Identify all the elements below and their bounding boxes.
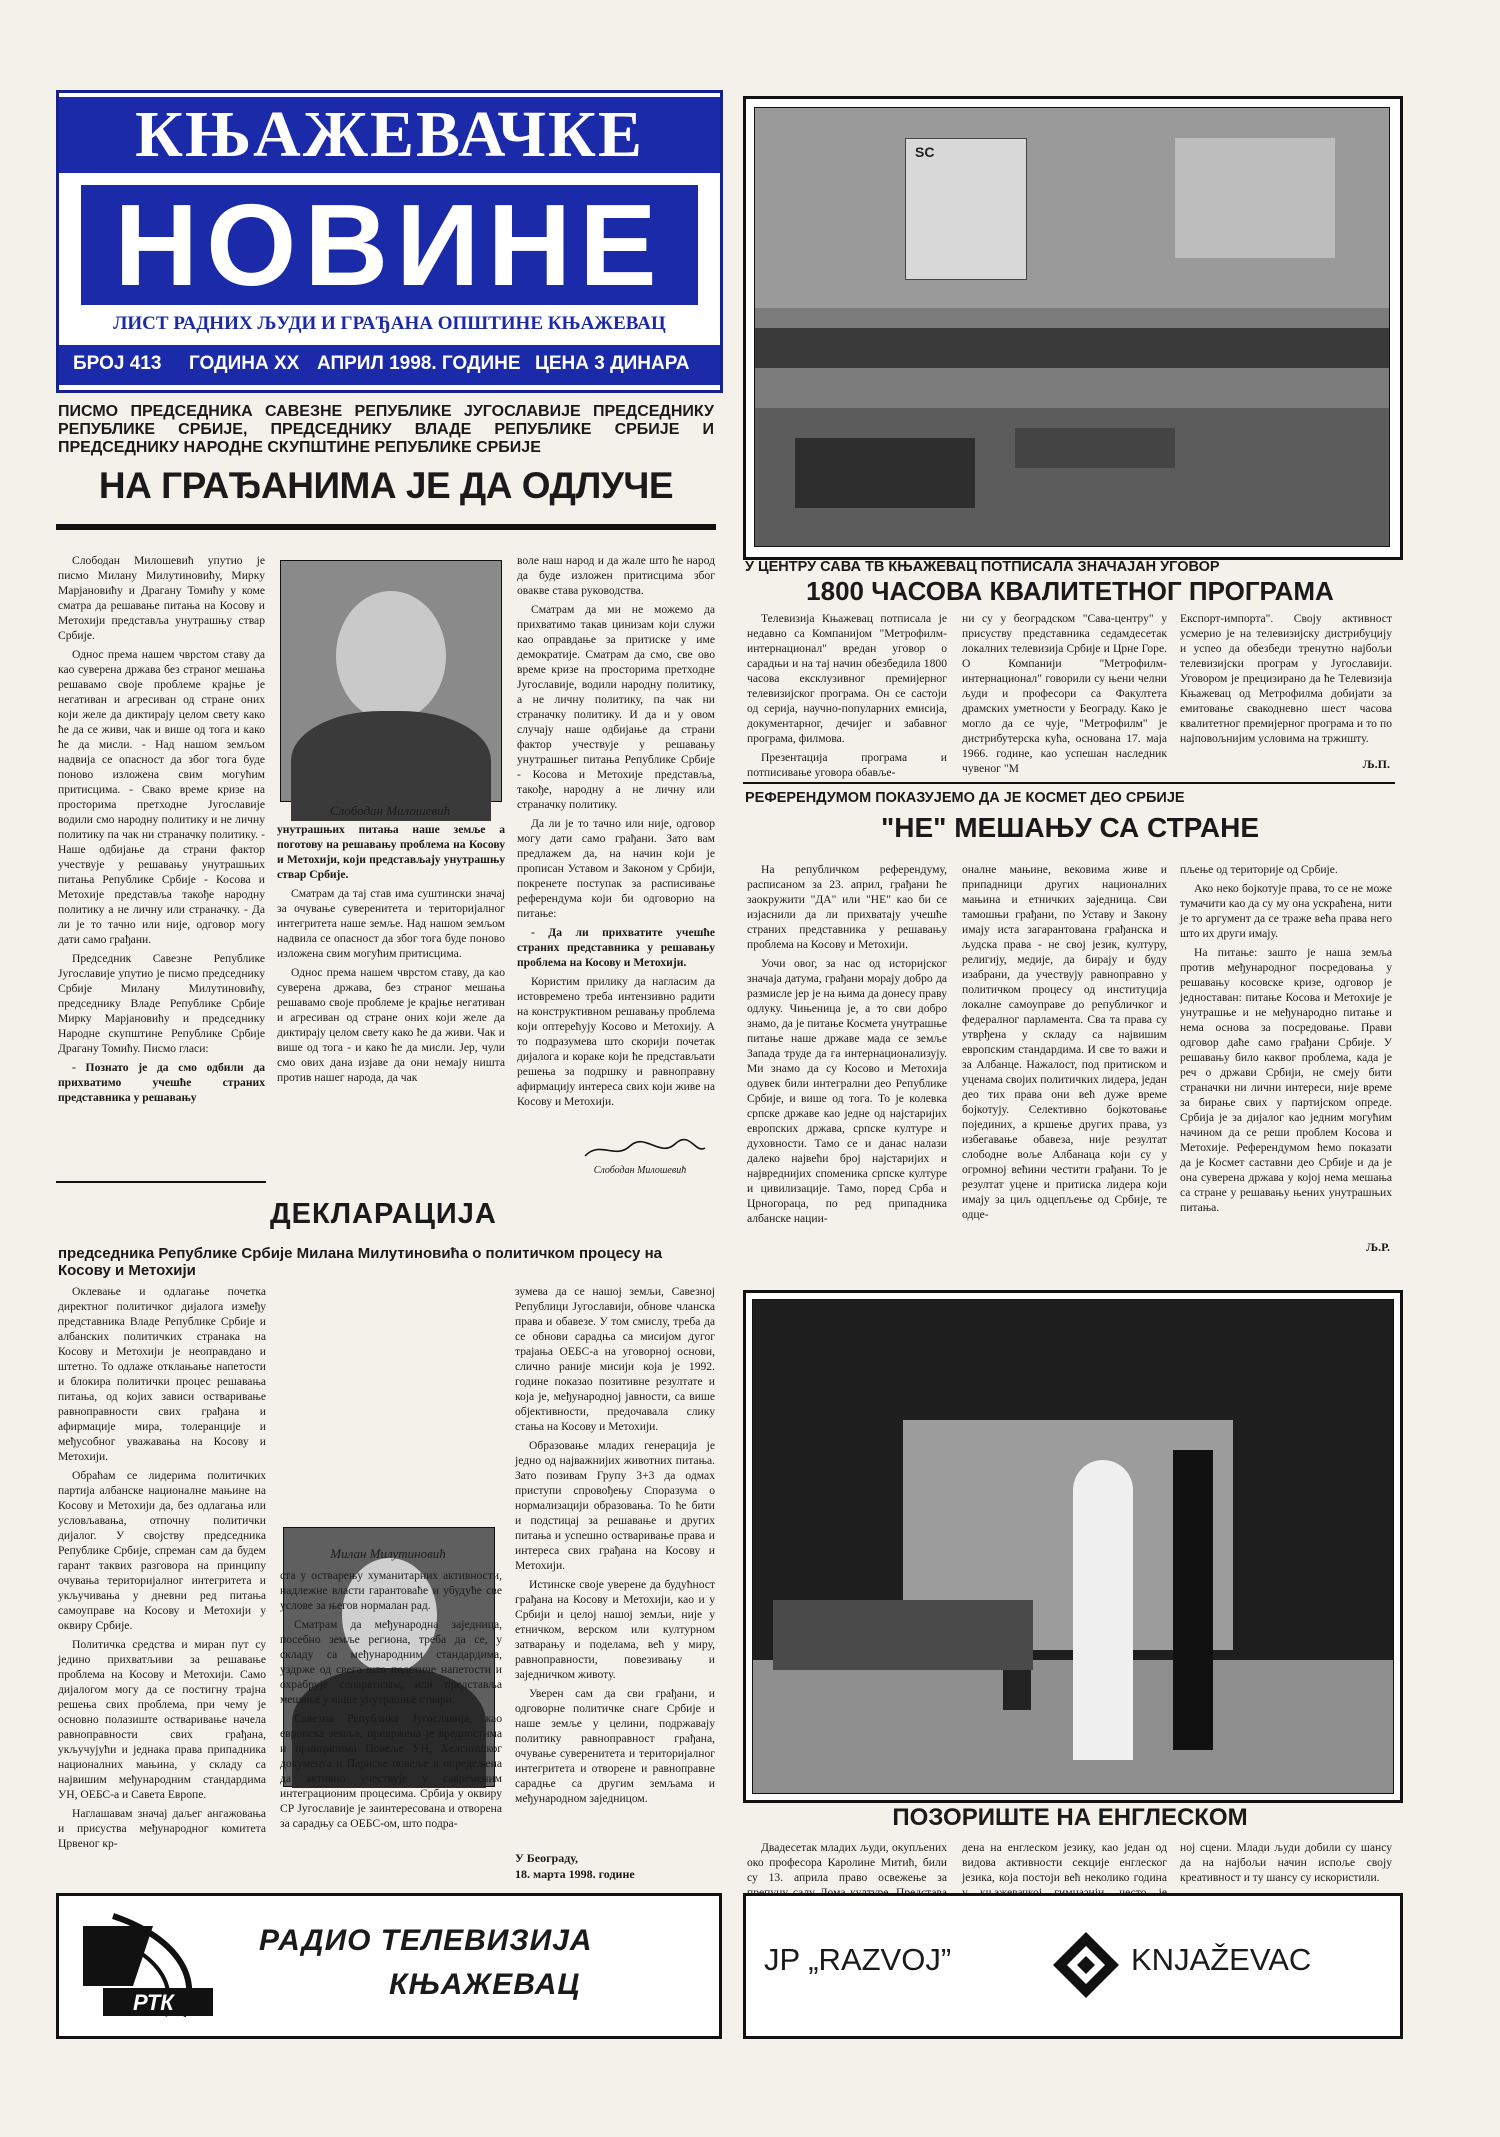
paragraph: Уверен сам да сви грађани, и одговорне политичке снаге Србије и наше земље у целини, подржавају политику равноправност грађана, очување суверенитета и територијалног интегритета и отворене и равноправне сарадње са другим земљама и међународном заједницом. (515, 1687, 715, 1805)
paragraph: - Познато је да смо одбили да прихватимо учешће страних представника у решавању (58, 1061, 265, 1104)
article3-kicker: У ЦЕНТРУ САВА ТВ КЊАЖЕВАЦ ПОТПИСАЛА ЗНАЧАЈАН УГОВОР (745, 559, 1220, 575)
paragraph: оналне мањине, вековима живе и припадници других националних мањина и етничких заједница. Сви тамошњи грађани, по Уставу и Закону имају иста загарантована грађанска и људска права - не свој језик, културу, религију, медије, да бирају и буду изабрани, да учествују равноправно у политичком процесу од институција локалне самоуправе до републичког и федералног парламента. Сва та права су утврђена у складу са највишим европским стандардима. И све то важи и за Албанце. Нажалост, под притиском и уценама својих политичких лидера, један део тих права они већ дуже време бојкотују. Селективно бојкотовање појединих, а кршење других права, уз избегавање обавеза, није резултат слободне воље Албанаца који су у огромној већини честити грађани. То је резултат уцене и притиска лидера који имају за циљ одцепљење од Србије, те одце- (962, 863, 1167, 1221)
paragraph: Уочи овог, за нас од историјског значаја датума, грађани морају добро да размисле јер је на њима да донесу праву одлуку. Чињеница је, а то сви добро знамо, да је питање Космета унутрашње питање наше државе мада се земље Запада труде да га интернационализују. Ми знамо да су Косово и Метохија одувек били интегрални део Републике Србије, и више од тога. То је колевка српске државе као једне од најстаријих европских држава, српске културе и духовности. Тамо се и данас налази далеко највећи број најстаријих и највреднијих споменика српске културе и цивилизације. Тамо, поред Срба и Црногораца, по ред припадника албанске нации- (747, 957, 947, 1225)
issue-number: БРОЈ 413 (73, 353, 162, 374)
article4-signature: Љ.Р. (1366, 1240, 1390, 1254)
razvoj-left: JP „RAZVOJ” (764, 1942, 952, 1977)
article3-col3 (1180, 611, 1392, 756)
paragraph: Двадесетак младих људи, окупљених око професора Каролине Митић, били су 13. априла право освежење за (747, 1841, 947, 1884)
issue-date: АПРИЛ 1998. ГОДИНЕ (317, 353, 521, 374)
article1-kicker: ПИСМО ПРЕДСЕДНИКА САВЕЗНЕ РЕПУБЛИКЕ ЈУГОСЛАВИЈЕ ПРЕДСЕДНИКУ РЕПУБЛИКЕ СРБИЈЕ, ПРЕДСЕДНИКУ ВЛАДЕ РЕПУБЛИКЕ СРБИЈЕ И ПРЕДСЕДНИКУ НАРОДНЕ СКУПШТИНЕ РЕПУБЛИКЕ СРБИЈЕ (58, 403, 714, 456)
article3-signature: Љ.П. (1362, 757, 1390, 771)
paragraph: Наглашавам значај даљег ангажовања и присуства међународног комитета Црвеног кр- (58, 1807, 266, 1850)
rtk-line2: КЊАЖЕВАЦ (389, 1968, 581, 2001)
divider (743, 782, 1395, 784)
article2-col2 (280, 1568, 502, 1888)
razvoj-ad (743, 1893, 1403, 2039)
paragraph: Сматрам да ми не можемо да прихватимо такав цинизам који служи као оправдање за притиске у име демократије. Сматрам да смо, све ово време кризе на просторима претходне Југославије, водили народну политику, а не личну политику, па чак ни страначку политику. И да и у овом случају наше одбијање да страни фактор учествује у решавању унутрашњег питања Републике Србије - Косова и Метохије представља, такође, народну а не личну или страначку политику. (517, 603, 715, 811)
paragraph: Политичка средства и миран пут су једино прихватљиви за решавање проблема на Косову и Метохији. Само дијалогом могу да се постигну трајна решења свих проблема, при чему је основно полазиште остваривање начела равноправности свих грађана, укључујући и једнака права припадника националних мањина, у складу са највишим међународним стандардима УН, ОЕБС-а и Савета Европе. (58, 1638, 266, 1801)
paragraph: воле наш народ и да жале што ће народ да буде изложен притисцима због овакве става руководства. (517, 554, 715, 597)
paragraph: ста у остварењу хуманитарних активности, надлежне власти гарантоваће и убудуће све услове за његов нормалан рад. (280, 1569, 502, 1612)
rtk-line1: РАДИО ТЕЛЕВИЗИЈА (259, 1924, 593, 1957)
article5-col3 (1180, 1840, 1392, 1892)
sava-centar-sign: SC (915, 144, 935, 160)
paragraph: Да ли је то тачно или није, одговор могу дати само грађани. Зато вам предлажем да, на начин који је прописан Уставом и Законом у Србији, покренете поступак за расписивање референдума који би одговорио на питање: (517, 817, 715, 920)
rtk-logo (73, 1906, 223, 2021)
conference-photo (754, 107, 1390, 547)
paragraph: Слободан Милошевић упутио је писмо Милану Милутиновићу, Мирку Марјановићу и Драгану Томићу у коме сматра да решавање питања на Косову и Метохији представља унутрашњу ствар Србије. (58, 554, 265, 642)
article4-headline: "НЕ" МЕШАЊУ СА СТРАНЕ (880, 812, 1259, 843)
paragraph: ној сцени. Млади људи добили су шансу да на најбољи начин испоље своју креативност и ту шансу су искористили. (1180, 1841, 1392, 1884)
paragraph: Обраћам се лидерима политичких партија албанске националне мањине на Косову и Метохији да, без одлагања или условљавања, отпочну политички дијалог. У својству председника Републике Србије, спреман сам да будем гарант таквих разговора на принципу очувања територијалног интегритета и укључивања у дневни ред питања самоуправе на Косову и Метохији у оквиру Србије. (58, 1469, 266, 1632)
paragraph: пљење од територије од Србије. (1180, 863, 1338, 876)
article3-col2 (962, 611, 1167, 775)
article3-headline: 1800 ЧАСОВА КВАЛИТЕТНОГ ПРОГРАМА (806, 576, 1334, 606)
article2-col1 (58, 1284, 266, 1892)
article4-col2 (962, 862, 1167, 1260)
article4-col3 (1180, 862, 1392, 1237)
paragraph: унутрашњих питања наше земље а поготову на решавању проблема на Косову и Метохији, који представљају унутрашњу ствар Србије. (277, 823, 505, 881)
article4-kicker: РЕФЕРЕНДУМОМ ПОКАЗУЈЕМО ДА ЈЕ КОСМЕТ ДЕО СРБИЈЕ (745, 790, 1185, 806)
masthead-subtitle: ЛИСТ РАДНИХ ЉУДИ И ГРАЂАНА ОПШТИНЕ КЊАЖЕВАЦ (113, 313, 666, 334)
paragraph: Образовање младих генерација је једно од најважнијих животних питања. Зато позивам Групу 3+3 да одмах приступи спровођењу Споразума о нормализацији образовања. То ће бити и подстицај за решавање и других питања и успешно остваривање права и интереса свих грађана на Косову и Метохији. (515, 1439, 715, 1572)
paragraph: Сматрам да тај став има суштински значај за очување суверенитета и територијалног интегритета наше земље. Над нашом земљом надвила се опасност да због тога буде поново изложена свим могућим притисцима. (277, 887, 505, 960)
masthead-title-line2: НОВИНЕ (114, 180, 665, 310)
article2-subhead: председника Републике Србије Милана Милутиновића о политичком процесу на Косову и Метохији (58, 1245, 662, 1279)
signature-caption: Слободан Милошевић (593, 1165, 687, 1176)
issue-price: ЦЕНА 3 ДИНАРА (535, 353, 690, 374)
article3-col1 (747, 611, 947, 779)
paragraph: Презентација програма и потписивање уговора обавље- (747, 751, 947, 779)
article1-col1 (58, 553, 265, 1133)
paragraph: Сматрам да међународна заједница, посебно земље региона, треба да се, у складу са међународним стандардима, уздрже од свега што подстиче напетости и охрабрује сепаратизам, или представља мешање у наше унутрашње ствари. (280, 1618, 502, 1706)
article5-headline: ПОЗОРИШТЕ НА ЕНГЛЕСКОМ (892, 1804, 1248, 1831)
rtk-ad (56, 1893, 722, 2039)
milosevic-photo (280, 560, 502, 802)
theatre-photo (752, 1299, 1394, 1794)
paragraph: Однос према нашем чврстом ставу да као суверена држава без страног мешања решавамо своје проблеме крајње је негативан и агресиван од стране оних који желе да диктирају целом свету како ће да се живи, чак и више од тога и како ће да мисли. - Над нашом земљом надвија се опасност да због тога буде поново изложена свим могућим притисцима. - Свако време кризе на просторима претходне Југославије водили смо народну политику и не личну политику па чак ни страначку политику. - Наше одбијање да страни фактор учествује у решавању унутрашњих питања Републике Србије - Косова и Метохије представља такође народну политику а не личну или страначку. - Да ли је то тачно или није, одговор могу дати само грађани. (58, 648, 265, 946)
article4-col1 (747, 862, 947, 1260)
paragraph: ни су у београдском "Сава-центру" у присуству представника седамдесетак локалних телевизија Србије и Црне Горе. О Компанији "Метрофилм-интернационал" говорили су њени челни људи и професори са Факултета драмских уметности у Београду. Како је могло да се чује, "Метрофилм" је дистрибутерска кућа, основана 17. маја 1966. године, као успешан наследник чувеног "М (962, 612, 1167, 775)
article1-col2 (277, 822, 505, 1182)
conference-photo-frame (743, 96, 1403, 560)
paragraph: Експорт-импорта". Своју активност усмерио је на телевизијску дистрибуцију и успео да обезбеди тренутно најбољи телевизијски програм у Југославији. Уговором је прецизирано да ће Телевизија Књажевац од Метрофилма добијати за емитовање свакодневно шест часова квалитетног премијерног програма и то по најповољнијим условима на тржишту. (1180, 612, 1392, 745)
article1-col3 (517, 553, 715, 1153)
divider (56, 1181, 266, 1183)
declaration-place: У Београду, (515, 1851, 579, 1865)
issue-year: ГОДИНА XX (189, 353, 300, 374)
paragraph: На питање: зашто је наша земља против међународног посредовања у решавању косовске кризе, одговор је једноставан: питање Косова и Метохије је унутрашње и не међународно питање и нема основа за посредовање. Прави одговор даће само грађани Србије. У решавању било каквог проблема, када је реч о држави Србији, не смеју бити страначки ни лични интереси, није време за бирање свих у партијском опреде. Србија је за дијалог као једним могућим начином да се реши проблем Косова и Метохије. Референдумом ћемо показати да је Космет саставни део Србије и да је она суверена држава у којој нема мешања са стране у решавању њених унутрашњих питања. (1180, 946, 1392, 1214)
paragraph: На републичком референдуму, расписаном за 23. април, грађани ће заокружити "ДА" или "НЕ" као би се изјаснили да ли прихватају учешће страних представника у решавању проблема на Косову и Метохији. (747, 863, 947, 951)
masthead (56, 90, 723, 393)
milosevic-caption: Слободан Милошевић (329, 803, 451, 818)
paragraph: Истинске своје уверене да будућност грађана на Косову и Метохији, као и у Србији и целој нашој земљи, није у етничком, верском или културном затварању и поделама, већ у миру, равноправности, повезивању и заједничком животу. (515, 1578, 715, 1681)
paragraph: зумева да се нашој земљи, Савезној Републици Југославији, обнове чланска права и обавезе. У том смислу, треба да се обнови сарадња са мисијом дугог трајања ОЕБС-а на уговорној основи, слично раније мисији која је 1992. године показао позитивне резултате и која је, међународној јавности, са више објективности, предочавала слику стања на Косову и Метохији. (515, 1285, 715, 1433)
paragraph: Однос према нашем чврстом ставу, да као суверена држава, без страног мешања решавамо своје проблеме је крајње негативан и агресиван од стране оних који желе да диктирају целом свету како ће да живи. Чак и више од тога - и како ће да мисли. Јер, чули смо ових дана изјаве да они немају ништа против нашег народа, да чак (277, 966, 505, 1084)
paragraph: Ако неко бојкотује права, то се не може тумачити као да су му она ускраћена, нити је то аргумент да се траже већа права него што их други имају. (1180, 882, 1392, 940)
milutinovic-caption: Милан Милутиновић (330, 1546, 446, 1561)
theatre-photo-frame (743, 1290, 1403, 1803)
article2-headline: ДЕКЛАРАЦИЈА (270, 1198, 497, 1230)
paragraph: - Да ли прихватите учешће страних представника у решавању проблема на Косову и Метохији. (517, 926, 715, 969)
razvoj-logo-icon (1051, 1930, 1121, 2000)
declaration-date: 18. марта 1998. године (515, 1867, 635, 1881)
paragraph: Председник Савезне Републике Југославије упутио је писмо председнику Србије Милану Милутиновићу, председнику Владе Републике Србије Мирку Марјановићу и председнику Народне скупштине Републике Србије Драгану Томићу. Писмо гласи: (58, 952, 265, 1055)
paragraph: Савезна Република Југославија, као европска земља, привржена је вредностима и принципима Повеље УН, Хелсиншког документа и Париске повеље и опредељена да активно учествује у савременим интеграционим процесима. Србија у оквиру СР Југославије је заинтересована и отворена за сарадњу са ОЕБС-ом, што подра- (280, 1712, 502, 1830)
paragraph: Телевизија Књажевац потписала је недавно са Компанијом "Метрофилм-интернационал" вредан уговор о сарадњи и на тај начин обезбедила 1800 часова ексклузивног премијерног телевизијског програма. Он се састоји од серија, научно-популарних емисија, документарног, дечијег и забавног програма, филмова. (747, 612, 947, 745)
razvoj-right: KNJAŽEVAC (1131, 1942, 1312, 1977)
article1-headline: НА ГРАЂАНИМА ЈЕ ДА ОДЛУЧЕ (98, 465, 674, 506)
rtk-logo-text: РТК (133, 1990, 174, 2015)
milosevic-signature (580, 1138, 710, 1162)
article1-rule (56, 524, 716, 530)
paragraph: Оклевање и одлагање почетка директног политичког дијалога између представника Владе Републике Србије и албанских политичких странака на Косову и Метохији је неоправдано и штетно. То одлаже отклањање напетости и блокира политички процес решавања питања, од којих зависи остваривање равноправности свих грађана и афирмације мира, толеранције и међусобног уважавања на Косову и Метохији. (58, 1285, 266, 1463)
paragraph: дена на енглеском језику, као један од видова активности секције енглеског језика, која постоји већ неколико година (962, 1841, 1167, 1884)
paragraph: Користим прилику да нагласим да истовремено треба интензивно радити на конструктивном решавању проблема који оптерећују Косово и Метохију. А то подразумева што скорији почетак дијалога и кораке који ће представљати решења за подршку и равноправну афирмацију интереса свих који живе на Косову и Метохији. (517, 975, 715, 1108)
article2-col3 (515, 1284, 715, 1844)
masthead-title-line1: КЊАЖЕВАЧКЕ (59, 97, 720, 173)
